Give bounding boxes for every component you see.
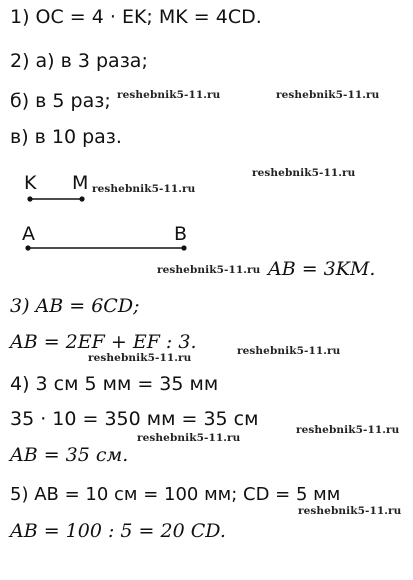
watermark-7: reshebnik5-11.ru <box>237 345 341 357</box>
answer-line-9: 35 · 10 = 350 мм = 35 см <box>10 408 259 430</box>
answer-line-10: AB = 35 см. <box>10 444 129 466</box>
segment-ab-end-point <box>181 245 186 250</box>
answer-line-2: 2) а) в 3 раза; <box>10 50 148 72</box>
segment-km-start-point <box>27 196 32 201</box>
watermark-8: reshebnik5-11.ru <box>137 432 241 444</box>
answer-line-12: AB = 100 : 5 = 20 CD. <box>10 520 226 542</box>
segment-km-start-label: K <box>24 172 37 194</box>
answer-line-11: 5) AB = 10 см = 100 мм; CD = 5 мм <box>10 484 341 505</box>
answer-line-5: AB = 3KM. <box>268 258 376 280</box>
answer-line-8: 4) 3 см 5 мм = 35 мм <box>10 373 219 395</box>
answer-line-1: 1) OC = 4 · EK; MK = 4CD. <box>10 6 262 28</box>
answer-line-7: AB = 2EF + EF : 3. <box>10 331 197 353</box>
segment-km-end-label: M <box>72 172 89 194</box>
answer-line-3: б) в 5 раз; <box>10 90 111 112</box>
answer-line-4: в) в 10 раз. <box>10 126 122 148</box>
segment-ab-start-label: A <box>22 223 35 245</box>
watermark-6: reshebnik5-11.ru <box>88 352 192 364</box>
watermark-4: reshebnik5-11.ru <box>252 167 356 179</box>
watermark-2: reshebnik5-11.ru <box>276 89 380 101</box>
segment-ab-start-point <box>25 245 30 250</box>
watermark-10: reshebnik5-11.ru <box>298 505 402 517</box>
segment-km-end-point <box>79 196 84 201</box>
watermark-5: reshebnik5-11.ru <box>157 264 261 276</box>
answer-line-6: 3) AB = 6CD; <box>10 295 140 317</box>
watermark-9: reshebnik5-11.ru <box>296 424 400 436</box>
watermark-3: reshebnik5-11.ru <box>92 183 196 195</box>
segment-ab-end-label: B <box>174 223 188 245</box>
watermark-1: reshebnik5-11.ru <box>117 89 221 101</box>
